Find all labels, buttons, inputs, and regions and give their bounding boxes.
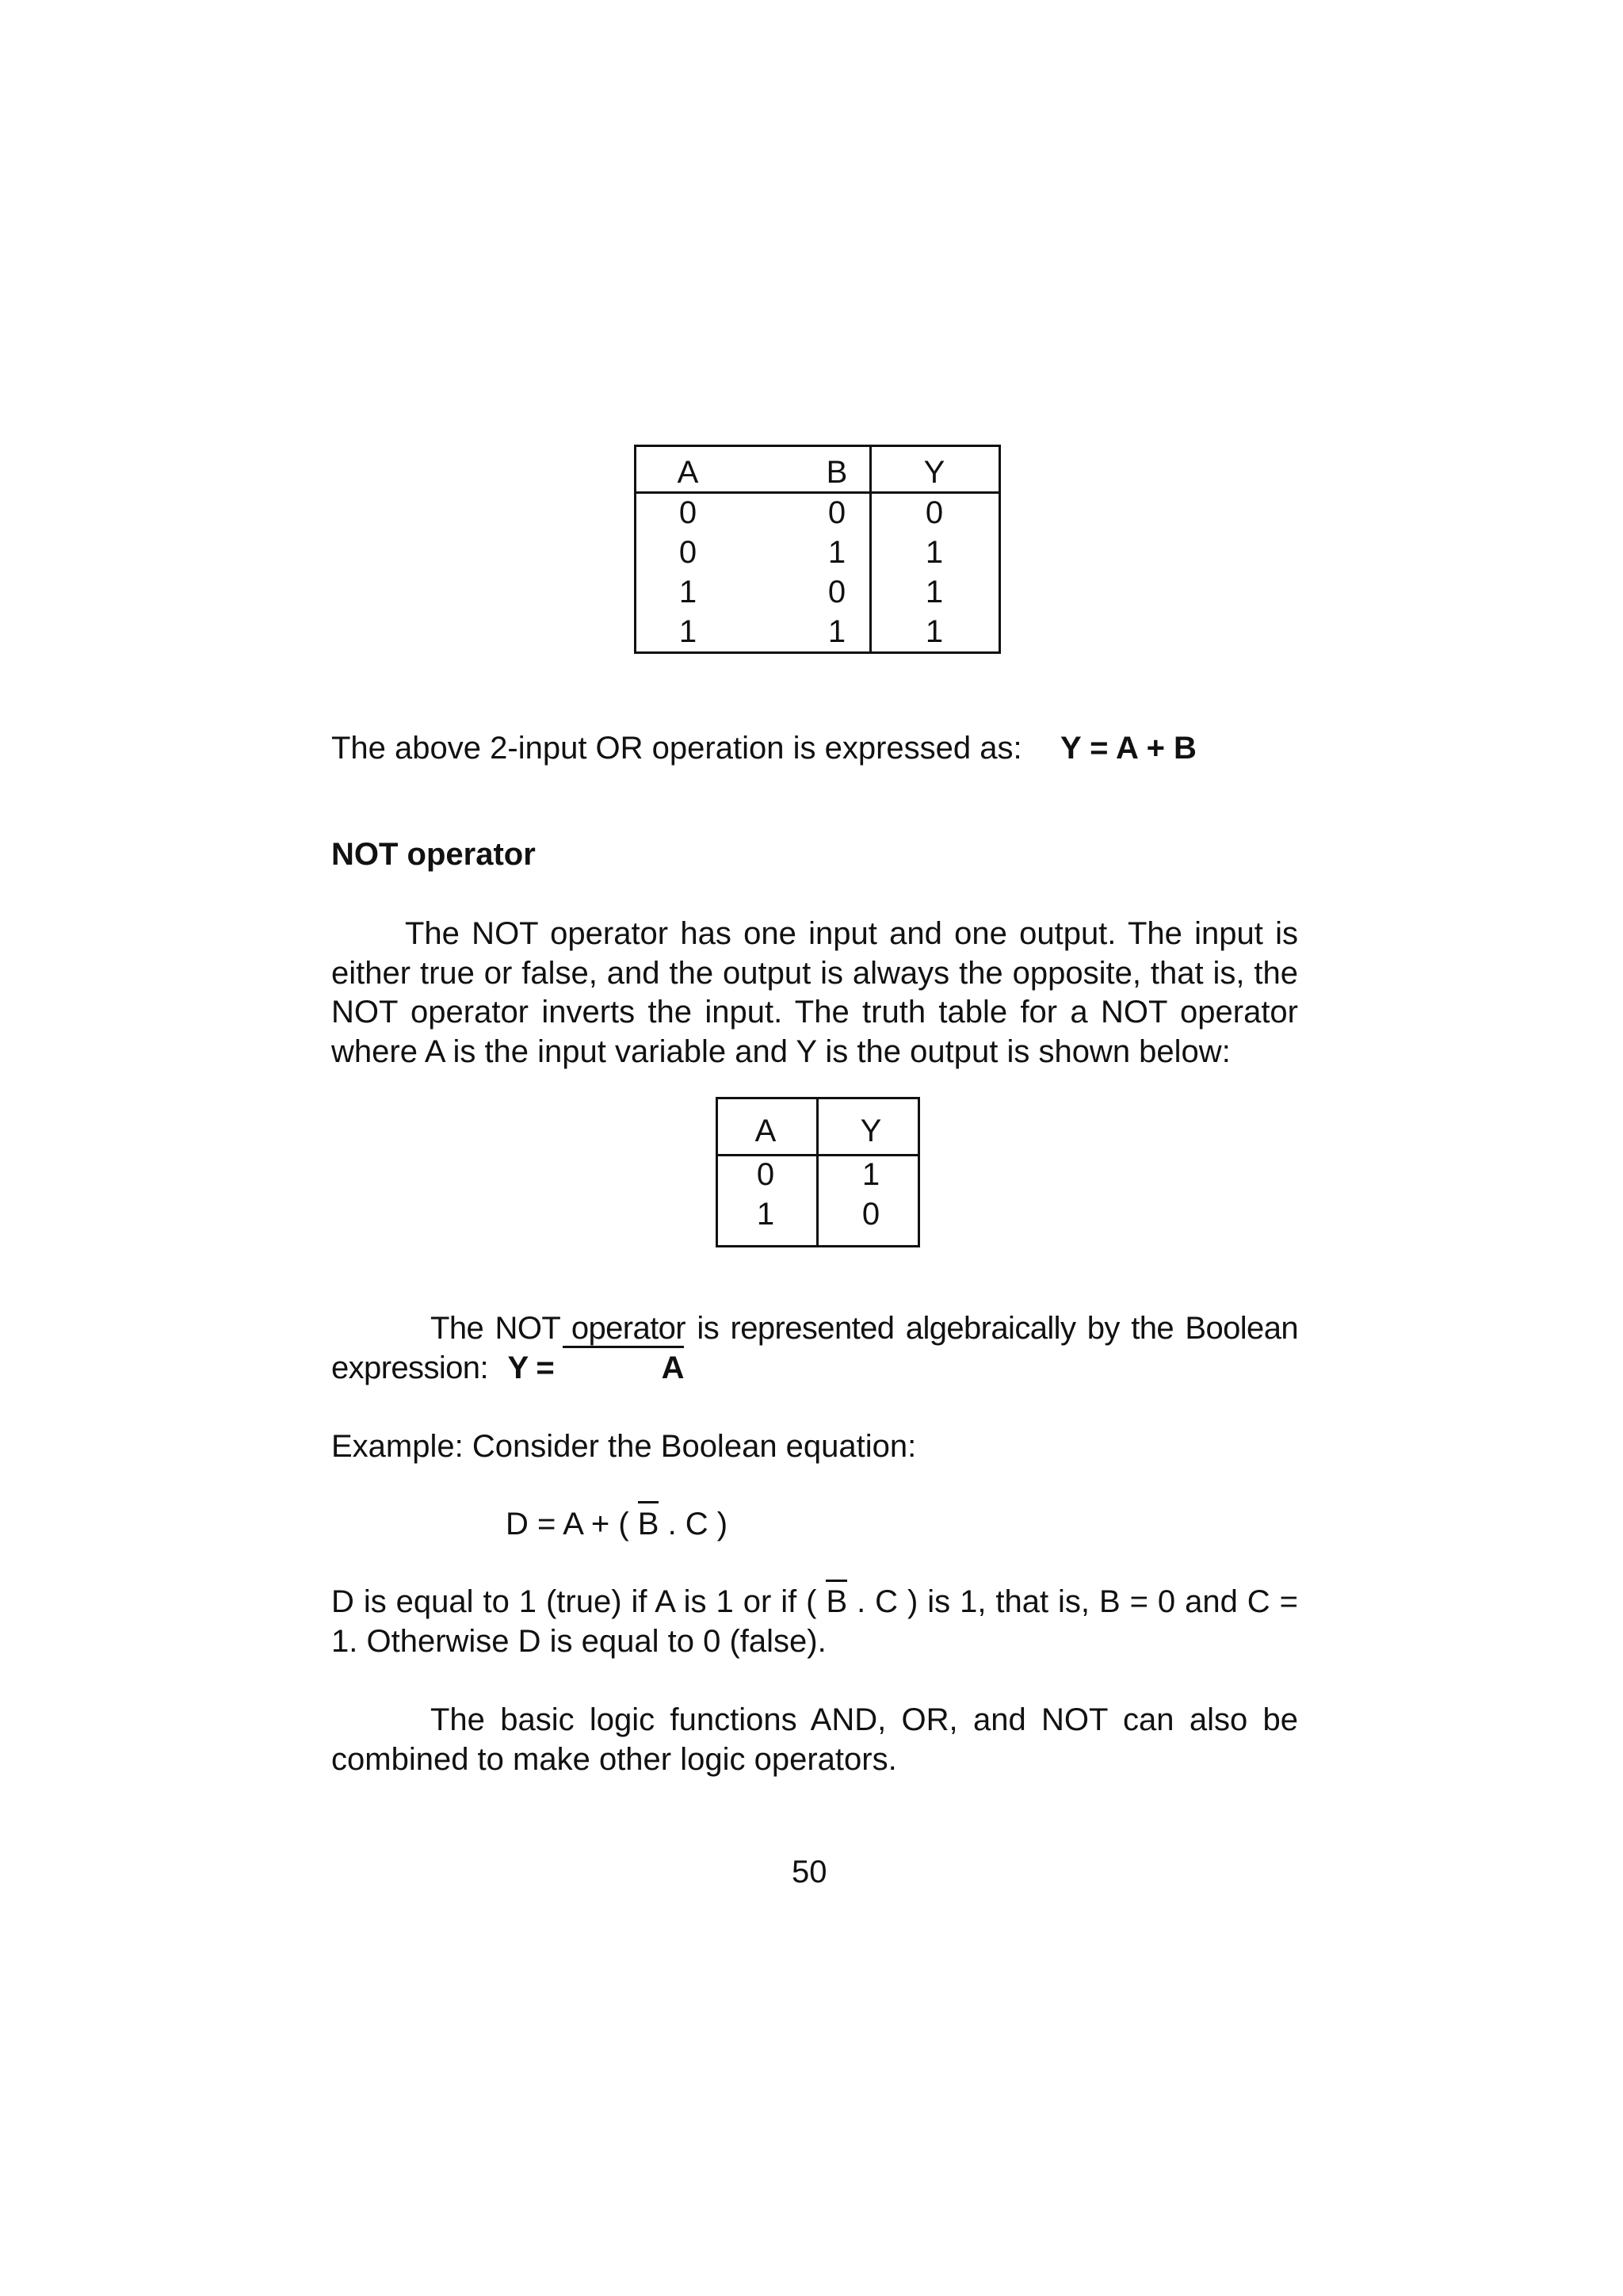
paragraph-text: The NOT operator is represented algebraically by the Boolean expression: (331, 1311, 1298, 1385)
table-cell: 0 (827, 575, 846, 609)
or-formula: Y = A + B (1060, 731, 1197, 766)
or-expression-lead: The above 2-input OR operation is expressed as: (331, 731, 1022, 766)
formula-left: Y = (507, 1350, 563, 1385)
table-cell: 1 (678, 575, 697, 609)
table-cell: 1 (925, 575, 944, 609)
closing-paragraph (331, 1701, 1298, 1779)
or-expression-line (331, 728, 1022, 768)
table-cell: 0 (925, 495, 944, 530)
paragraph-text: The basic logic functions AND, OR, and NOT can also be combined to make other logic operators. (331, 1702, 1298, 1777)
page-number: 50 (792, 1855, 827, 1889)
table-cell: 1 (925, 614, 944, 649)
paragraph-text: The NOT operator has one input and one output. The input is either true or false, and the output is always the opposite, that is, the NOT operator inverts the input. The truth table for a NOT operator where A is the input variable and Y is the output is shown below: (331, 916, 1298, 1069)
table-cell: 0 (861, 1197, 880, 1232)
or-truth-table (634, 445, 1001, 654)
not-header-y: Y (860, 1114, 882, 1148)
table-cell: 0 (678, 535, 697, 570)
or-header-b: B (826, 455, 848, 490)
formula-negated-variable: A (563, 1349, 684, 1389)
table-cell: 1 (827, 535, 846, 570)
explanation-paragraph (331, 1583, 1298, 1661)
table-cell: 1 (678, 614, 697, 649)
equation-right: . C ) (659, 1507, 728, 1541)
example-lead: Example: Consider the Boolean equation: (331, 1429, 917, 1464)
or-header-a: A (677, 455, 699, 490)
not-header-a: A (754, 1114, 777, 1148)
or-header-y: Y (923, 455, 945, 490)
explanation-negated-variable: B (826, 1583, 847, 1622)
section-heading: NOT operator (331, 837, 536, 872)
not-description-paragraph (331, 915, 1298, 1072)
example-equation (506, 1504, 727, 1544)
table-cell: 1 (925, 535, 944, 570)
equation-negated-variable: B (638, 1504, 659, 1544)
table-cell: 1 (861, 1157, 880, 1192)
table-cell: 0 (678, 495, 697, 530)
equation-left: D = A + ( (506, 1507, 638, 1541)
table-cell: 0 (756, 1157, 775, 1192)
explanation-part-2: . C ) is 1, that is, B = 0 and C = 1. Otherwise D is equal to 0 (false). (331, 1584, 1299, 1659)
not-truth-table (716, 1097, 920, 1247)
not-algebra-paragraph (331, 1309, 1298, 1388)
table-cell: 0 (827, 495, 846, 530)
explanation-part-1: D is equal to 1 (true) if A is 1 or if ( (331, 1584, 827, 1619)
not-formula (507, 1350, 683, 1385)
table-cell: 1 (827, 614, 846, 649)
table-cell: 1 (756, 1197, 775, 1232)
